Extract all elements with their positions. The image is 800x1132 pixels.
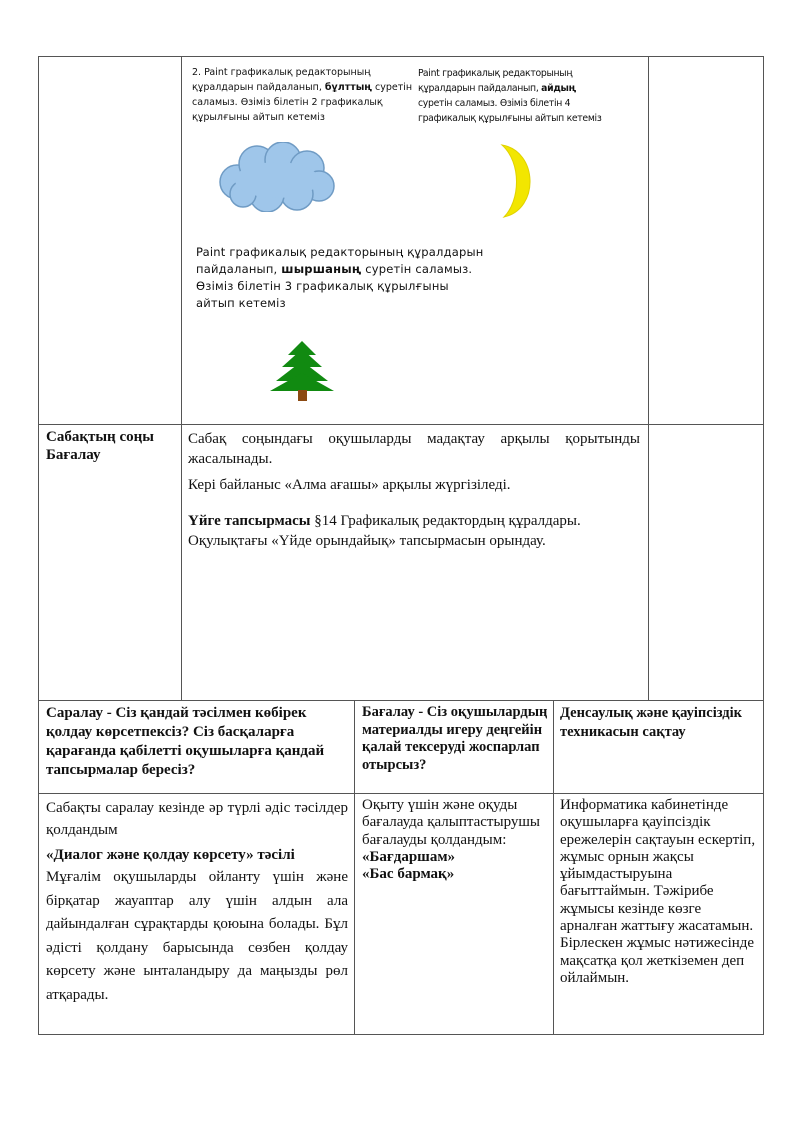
col-divider-a bbox=[181, 56, 182, 701]
task-tree-pre: Paint графикалық редакторының құралдарын пайдаланып, bbox=[196, 245, 484, 276]
differentiation-intro: Сабақты саралау кезінде әр түрлі әдіс тәсілдер қолдандым bbox=[46, 800, 348, 838]
col-divider-b bbox=[648, 56, 649, 701]
homework bbox=[188, 511, 640, 551]
tree-drawing bbox=[270, 339, 334, 403]
task-cloud-text bbox=[192, 65, 414, 125]
safety-content bbox=[560, 797, 758, 987]
differentiation-content bbox=[46, 797, 348, 1007]
table-border-left bbox=[38, 56, 39, 1035]
row-divider-1 bbox=[38, 424, 764, 425]
task-moon-object: айдың bbox=[541, 83, 576, 94]
homework-text: §14 Графикалық редактордың құралдары. Оқулықтағы «Үйде орындайық» тапсырмасын орындау. bbox=[188, 513, 581, 549]
homework-label: Үйге тапсырмасы bbox=[188, 513, 311, 529]
end-row-content bbox=[188, 429, 640, 551]
assessment-item-thumbs: «Бас бармақ» bbox=[362, 866, 455, 883]
moon-drawing bbox=[498, 143, 540, 219]
task-tree-object: шыршаның bbox=[281, 262, 362, 276]
header-assessment: Бағалау - Сіз оқушылардың материалды игеру деңгейін қалай тексеруді жоспарлап отырсыз? bbox=[362, 704, 548, 773]
task-moon-post: суретін саламыз. Өзіміз білетін 4 графикалық құрылғыны айтып кетеміз bbox=[418, 98, 602, 124]
col-divider-d bbox=[553, 700, 554, 1035]
assessment-content bbox=[362, 797, 550, 883]
task-cloud-object: бұлттың bbox=[324, 82, 372, 93]
col-divider-c bbox=[354, 700, 355, 1035]
task-moon-text bbox=[418, 66, 608, 126]
task-cloud-pre: 2. Paint графикалық редакторының құралдарын пайдаланып, bbox=[192, 67, 371, 93]
task-tree-post: суретін саламыз. Өзіміз білетін 3 графикалық құрылғыны айтып кетеміз bbox=[196, 262, 473, 310]
differentiation-description: Мұғалім оқушыларды ойланту үшін және бірқатар жауаптар алу үшін алдын ала дайындалған сұрақтарды қоюына болады. Бұл әдісті қолдану барысында сөзбен қолдау көрсету және ынталандыру да маңызды рөл атқарады. bbox=[46, 869, 348, 1003]
task-tree-text bbox=[196, 244, 486, 312]
differentiation-method: «Диалог және қолдау көрсету» тәсілі bbox=[46, 847, 295, 863]
header-differentiation: Саралау - Сіз қандай тәсілмен көбірек қолдау көрсетпексіз? Сіз басқаларға қарағанда қабілетті оқушыларға қандай тапсырмалар бересіз? bbox=[46, 705, 325, 778]
end-row-summary: Сабақ соңындағы оқушыларды мадақтау арқылы қорытынды жасалынады. bbox=[188, 431, 640, 467]
assessment-item-traffic-light: «Бағдаршам» bbox=[362, 848, 456, 865]
table-border-bottom bbox=[38, 1034, 764, 1035]
cloud-drawing bbox=[215, 142, 340, 212]
task-cloud-post: суретін саламыз. Өзіміз білетін 2 графикалық құрылғыны айтып кетеміз bbox=[192, 82, 413, 123]
row-divider-2 bbox=[38, 700, 764, 701]
header-safety: Денсаулық және қауіпсіздік техникасын сақтау bbox=[560, 705, 743, 740]
end-row-feedback: Кері байланыс «Алма ағашы» арқылы жүргізіледі. bbox=[188, 477, 511, 493]
assessment-text: Оқыту үшін және оқуды бағалауда қалыптастырушы бағалауды қолдандым: bbox=[362, 797, 540, 848]
table-border-top bbox=[38, 56, 764, 57]
row-divider-3 bbox=[38, 793, 764, 794]
table-border-right bbox=[763, 56, 764, 1035]
task-moon-pre: Paint графикалық редакторының құралдарын пайдаланып, bbox=[418, 68, 573, 94]
end-row-label: Сабақтың соңы Бағалау bbox=[46, 429, 154, 463]
safety-text: Информатика кабинетінде оқушыларға қауіпсіздік ережелерін сақтауын ескертіп, жұмыс орнын жақсы ұйымдастыруына бағыттаймын. Тәжірибе жұмысы кезінде көзге арналған жаттығу жасатамын. Бірлескен жұмыс нәтижесінде мақсатқа қол жеткіземен деп ойлаймын. bbox=[560, 797, 756, 986]
